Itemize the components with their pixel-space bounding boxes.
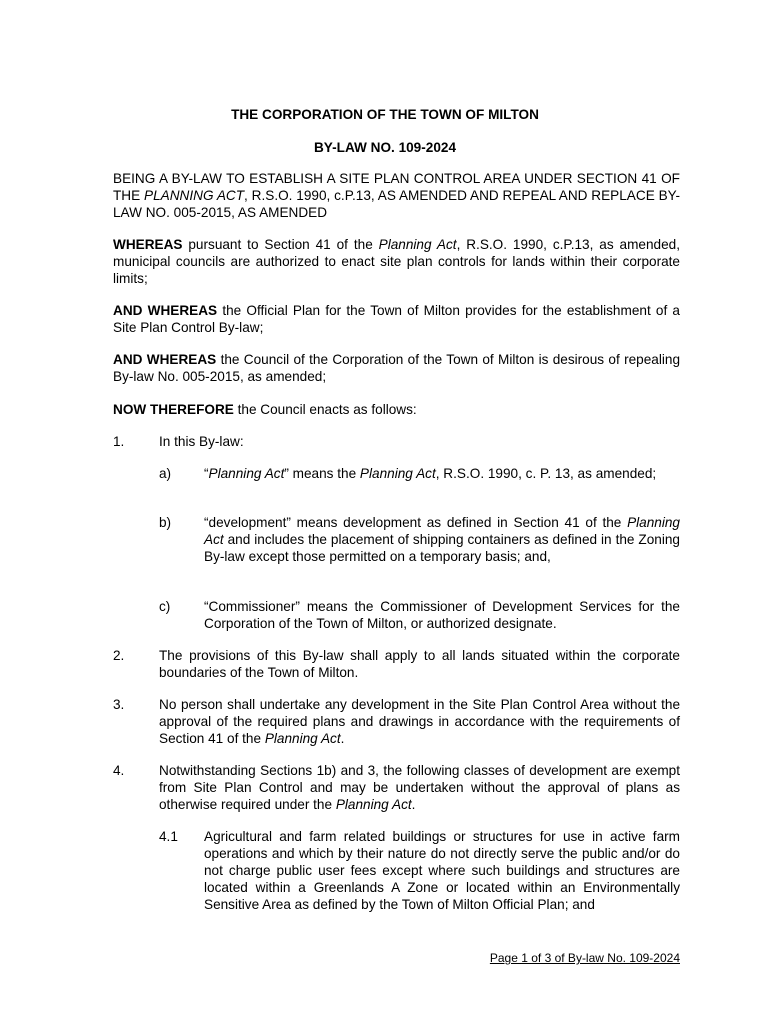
whereas-lead-2: AND WHEREAS	[113, 303, 218, 318]
section-1b-text	[204, 514, 680, 565]
section-1c-number: c)	[159, 599, 171, 614]
whereas-paragraph-2	[113, 302, 680, 336]
s1a-text-2: , R.S.O. 1990, c. P. 13, as amended;	[435, 466, 657, 481]
s3-text-2: .	[340, 731, 345, 746]
s3-text-1: No person shall undertake any development in the Site Plan Control Area without the approval of the required plans and drawings in accordance with the requirements of Section 41 of the	[159, 697, 680, 746]
section-4-text	[159, 762, 680, 813]
now-therefore-lead: NOW THEREFORE	[113, 402, 234, 417]
whereas-lead-1: WHEREAS	[113, 237, 183, 252]
s1b-act: Planning Act	[204, 515, 680, 547]
whereas-paragraph-1	[113, 236, 680, 287]
section-1a-number: a)	[159, 466, 172, 481]
s1b-text-2: and includes the placement of shipping containers as defined in the Zoning By-law except those permitted on a temporary basis; and,	[204, 532, 680, 564]
purpose-text-2: , R.S.O. 1990, c.P.13, AS AMENDED AND REPEAL AND REPLACE BY-LAW NO. 005-2015, AS AMENDED	[113, 188, 681, 220]
whereas-paragraph-3	[113, 351, 680, 385]
whereas-text-3: the Council of the Corporation of the Town of Milton is desirous of repealing By-law No. 005-2015, as amended;	[113, 352, 681, 384]
whereas-lead-3: AND WHEREAS	[113, 352, 217, 367]
s4-act: Planning Act	[335, 797, 412, 812]
corporation-title: THE CORPORATION OF THE TOWN OF MILTON	[231, 107, 539, 122]
section-1b-number: b)	[159, 515, 172, 530]
section-1-number: 1.	[113, 434, 125, 449]
section-1a-text	[204, 465, 680, 482]
section-3-text	[159, 696, 680, 747]
section-3-number: 3.	[113, 697, 125, 712]
s1b-text-1: “development” means development as defined in Section 41 of the	[204, 515, 628, 530]
s1a-text-1: ” means the	[284, 466, 360, 481]
s4-text-1: Notwithstanding Sections 1b) and 3, the following classes of development are exempt from Site Plan Control and may be undertaken without the approval of plans as otherwise required under the	[159, 763, 680, 812]
section-4-1-number: 4.1	[159, 829, 178, 844]
s1a-act-1: Planning Act	[208, 466, 285, 481]
section-2-number: 2.	[113, 648, 125, 663]
purpose-act-name: PLANNING ACT	[144, 188, 245, 203]
s1a-act-2: Planning Act	[359, 466, 436, 481]
whereas-text-1a: pursuant to Section 41 of the	[182, 237, 379, 252]
bylaw-number: BY-LAW NO. 109-2024	[313, 140, 457, 155]
now-therefore-text: the Council enacts as follows:	[233, 402, 417, 417]
purpose-text-1: BEING A BY-LAW TO ESTABLISH A SITE PLAN CONTROL AREA UNDER SECTION 41 OF THE	[113, 171, 680, 203]
bylaw-purpose	[113, 170, 680, 221]
whereas-text-1b: , R.S.O. 1990, c.P.13, as amended, municipal councils are authorized to enact site plan controls for lands within their corporate limits;	[113, 237, 680, 286]
section-1c-text: “Commissioner” means the Commissioner of Development Services for the Corporation of the Town of Milton, or authorized designate.	[204, 599, 680, 631]
s1a-quote: “	[204, 466, 209, 481]
section-2-text: The provisions of this By-law shall apply to all lands situated within the corporate boundaries of the Town of Milton.	[159, 648, 680, 680]
now-therefore-paragraph	[113, 401, 680, 418]
section-4-number: 4.	[113, 763, 125, 778]
whereas-text-2: the Official Plan for the Town of Milton provides for the establishment of a Site Plan Control By-law;	[113, 303, 680, 335]
section-4-1-text: Agricultural and farm related buildings or structures for use in active farm operations and which by their nature do not directly serve the public and/or do not charge public user fees except where such buildings and structures are located within a Greenlands A Zone or located within an Environmentally Sensitive Area as defined by the Town of Milton Official Plan; and	[204, 829, 680, 912]
s4-text-2: .	[411, 797, 416, 812]
whereas-act-name: Planning Act	[378, 237, 457, 252]
s3-act: Planning Act	[264, 731, 341, 746]
section-1-text: In this By-law:	[159, 434, 244, 449]
page-footer: Page 1 of 3 of By-law No. 109-2024	[489, 951, 680, 965]
